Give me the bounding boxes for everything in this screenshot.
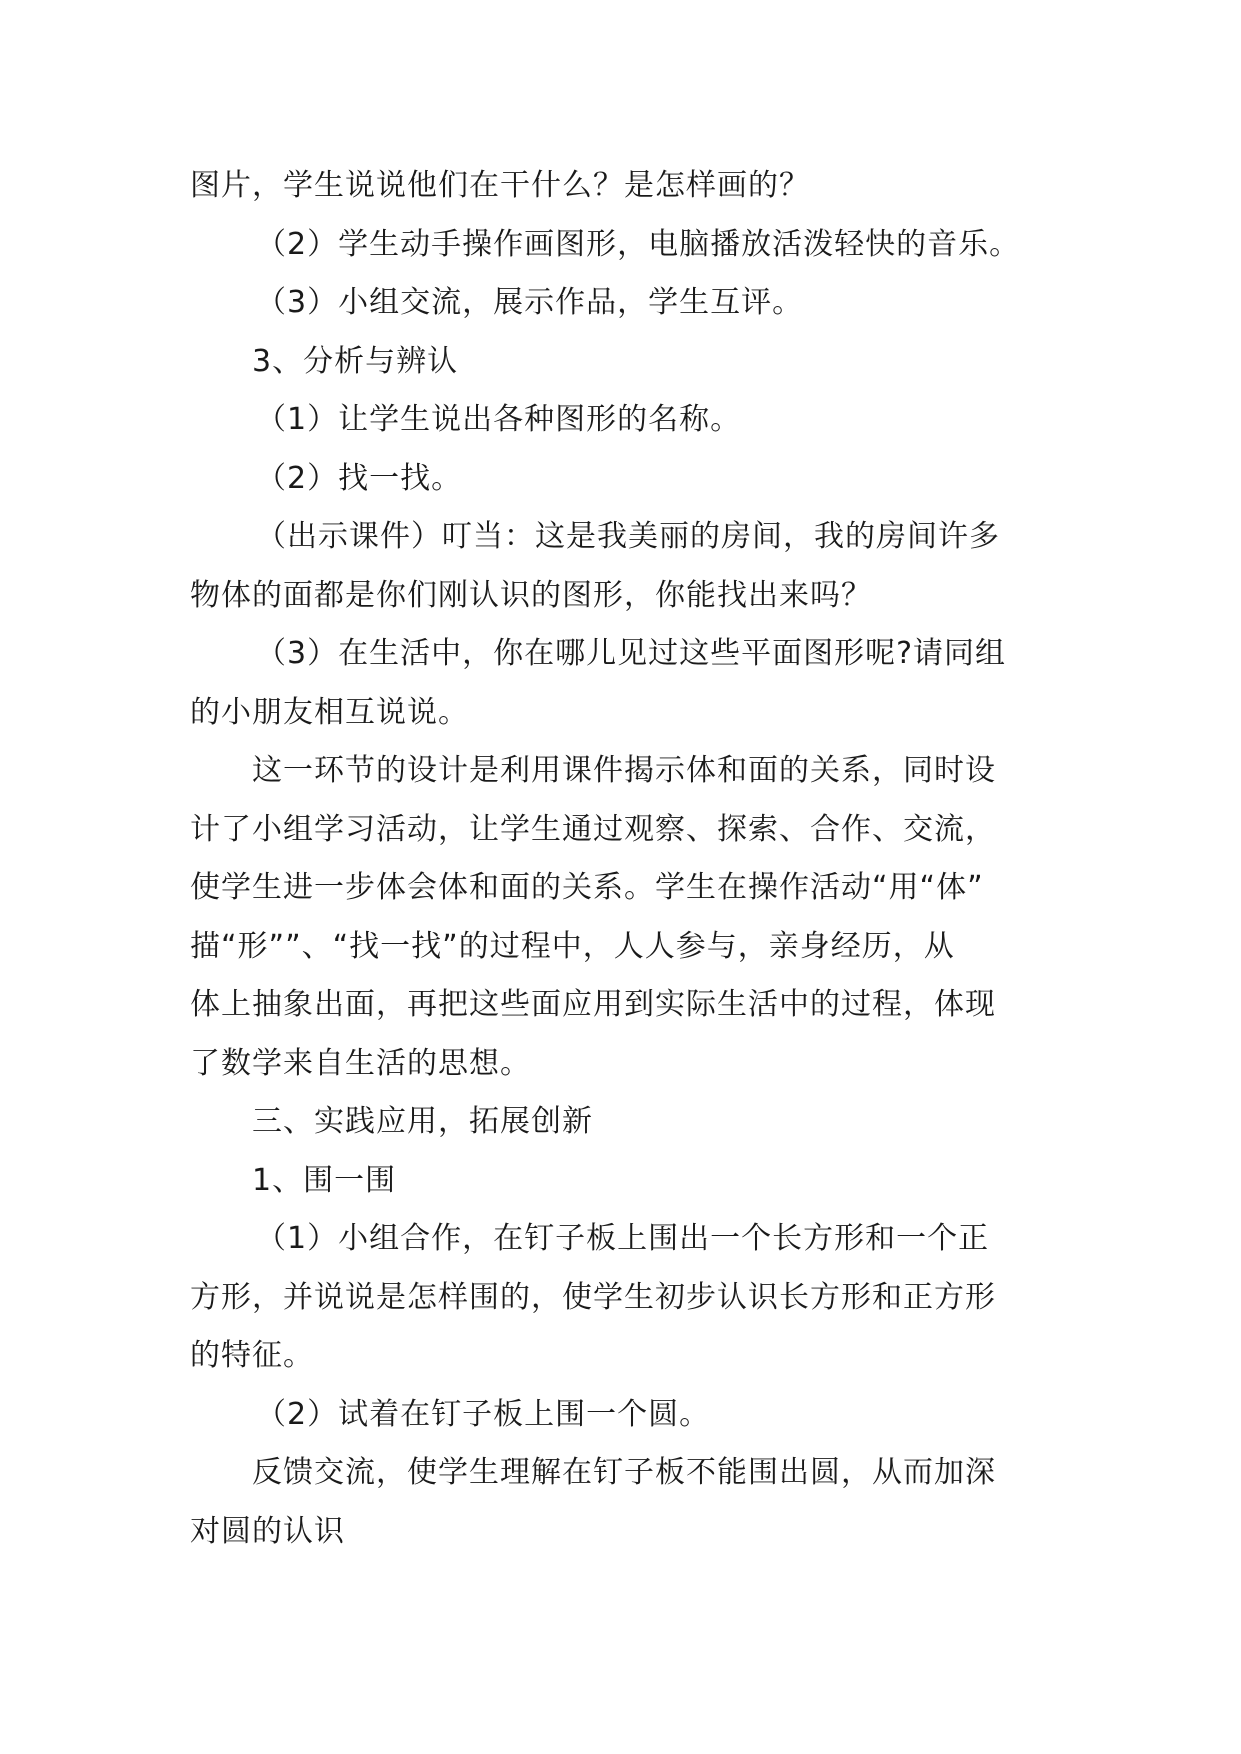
text-line: 这一环节的设计是利用课件揭示体和面的关系，同时设 xyxy=(252,753,996,788)
text-line: 描“形””、“找一找”的过程中，人人参与，亲身经历，从 xyxy=(190,928,955,964)
text-line: （2）找一找。 xyxy=(256,460,463,496)
text-line: （出示课件）叮当：这是我美丽的房间，我的房间许多 xyxy=(256,519,1000,554)
text-line: （3）小组交流，展示作品，学生互评。 xyxy=(256,285,804,320)
text-line: 反馈交流，使学生理解在钉子板不能围出圆，从而加深 xyxy=(252,1455,996,1490)
text-line: 计了小组学习活动，让学生通过观察、探索、合作、交流， xyxy=(190,811,996,847)
text-line: 了数学来自生活的思想。 xyxy=(190,1045,531,1081)
text-line: 物体的面都是你们刚认识的图形，你能找出来吗？ xyxy=(190,577,872,613)
text-line: （2）学生动手操作画图形，电脑播放活泼轻快的音乐。 xyxy=(256,226,1021,262)
section-heading: 1、围一围 xyxy=(252,1162,397,1198)
text-line: 的特征。 xyxy=(190,1338,314,1373)
text-line: （1）让学生说出各种图形的名称。 xyxy=(256,402,742,437)
text-line: （2）试着在钉子板上围一个圆。 xyxy=(256,1396,711,1432)
text-line: 方形，并说说是怎样围的，使学生初步认识长方形和正方形 xyxy=(190,1279,996,1315)
section-heading: 三、实践应用，拓展创新 xyxy=(252,1104,593,1139)
section-heading: 3、分析与辨认 xyxy=(252,343,459,379)
document-body xyxy=(190,157,1062,1561)
text-line: 体上抽象出面，再把这些面应用到实际生活中的过程，体现 xyxy=(190,987,996,1022)
text-line: （1）小组合作，在钉子板上围出一个长方形和一个正 xyxy=(256,1221,990,1256)
text-line: 使学生进一步体会体和面的关系。学生在操作活动“用“体” xyxy=(190,870,984,905)
text-line: （3）在生活中，你在哪儿见过这些平面图形呢?请同组 xyxy=(256,636,1007,671)
text-line: 的小朋友相互说说。 xyxy=(190,694,469,730)
text-line: 对圆的认识 xyxy=(190,1513,345,1549)
text-line: 图片，学生说说他们在干什么？是怎样画的？ xyxy=(190,168,810,203)
